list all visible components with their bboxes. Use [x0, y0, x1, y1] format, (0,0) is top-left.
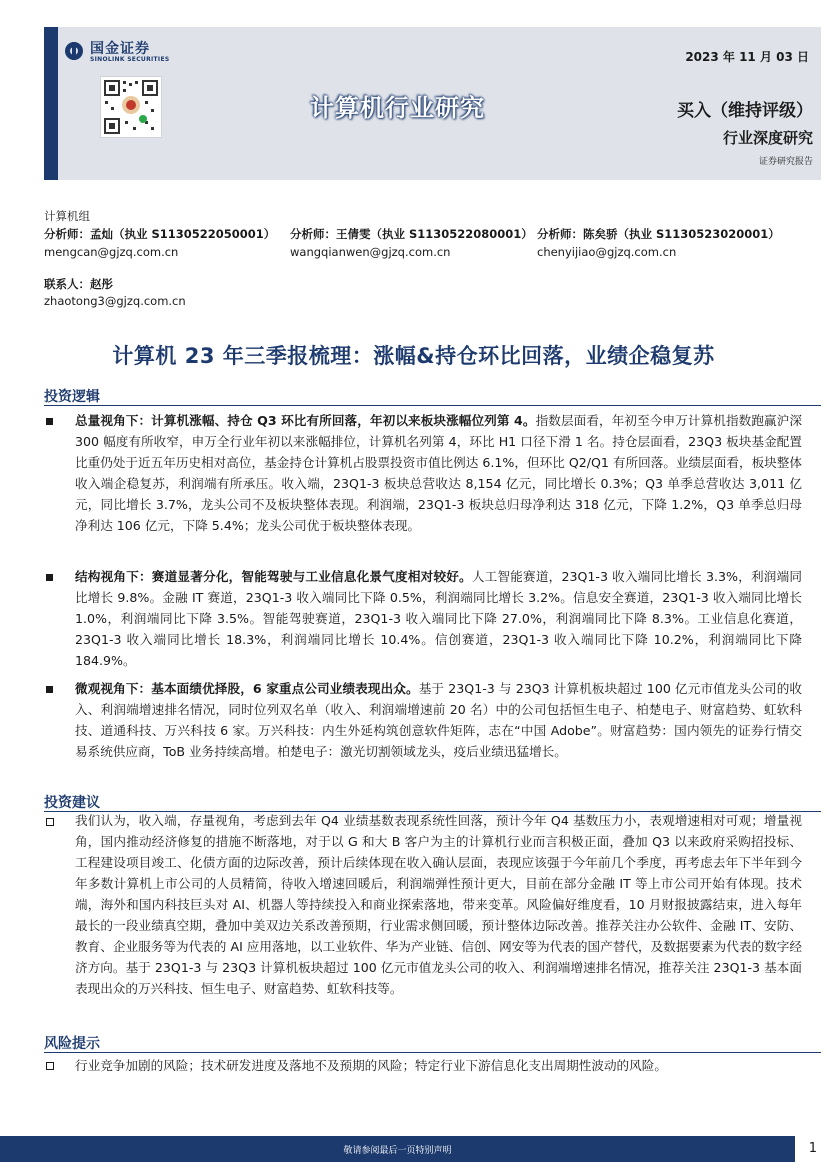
- report-category-title: 计算机行业研究: [310, 94, 485, 122]
- analyst-2-email[interactable]: wangqianwen@gjzq.com.cn: [290, 245, 451, 259]
- section-divider: [44, 1052, 821, 1053]
- logic-paragraph-micro: [75, 678, 802, 762]
- header-accent-bar: [44, 27, 58, 180]
- bullet-icon: [46, 574, 53, 581]
- section-heading-risk: 风险提示: [44, 1036, 100, 1052]
- analyst-1: 分析师：孟灿（执业 S1130522050001）: [44, 227, 276, 241]
- report-date: 2023 年 11 月 03 日: [685, 50, 809, 64]
- logic-paragraph-structure: [75, 566, 802, 671]
- footer-disclaimer-note: 敬请参阅最后一页特别声明: [343, 1146, 452, 1156]
- logic-paragraph-total-body: 指数层面看，年初至今申万计算机指数跑赢沪深 300 幅度有所收窄，申万全行业年初以来涨幅排位，计算机名列第 4，环比 H1 口径下滑 1 名。持仓层面看，23Q3 板块基金配置比重仍处于近五年历史相对高位，基金持仓计算机占股票投资市值比例达 6.1%，但环比 Q2/Q1 有所回落。业绩层面看，板块整体收入端企稳复苏，利润端有所承压。收入端，23Q1-3 板块总营收达 8,154 亿元，同比增长 0.3%；Q3 单季总营收达 3,011 亿元，同比增长 3.7%，龙头公司不及板块整体表现。利润端，23Q1-3 板块总归母净利达 318 亿元，下降 1.2%，Q3 单季总归母净利达 106 亿元，下降 5.4%；龙头公司优于板块整体表现。: [75, 413, 803, 533]
- bullet-icon: [46, 686, 53, 693]
- analyst-2: 分析师：王倩雯（执业 S1130522080001）: [290, 227, 533, 241]
- logic-paragraph-total: [75, 410, 802, 536]
- qr-code-icon: [100, 76, 162, 138]
- advice-paragraph: 我们认为，收入端，存量视角，考虑到去年 Q4 业绩基数表现系统性回落，预计今年 Q4 基数压力小，表观增速相对可观；增量视角，国内推动经济修复的措施不断落地，对于以 G 和大 B 客户为主的计算机行业而言积极正面，叠加 Q3 以来政府采购招投标、工程建设项目竣工、化债方面的边际改善，预计后续体现在收入确认层面，表现应该强于今年前几个季度，再考虑去年下半年到今年多数计算机上市公司的人员精简，待收入增速回暖后，利润端弹性预计更大，目前在部分金融 IT 等上市公司开始有体现。技术端，海外和国内科技巨头对 AI、机器人等持续投入和商业探索落地，带来变革。风险偏好维度看，10 月财报披露结束，进入每年最长的一段业绩真空期，叠加中美双边关系改善预期，行业需求侧回暖，预计整体边际改善。推荐关注办公软件、金融 IT、安防、教育、企业服务等为代表的 AI 应用落地，以工业软件、华为产业链、信创、网安等为代表的国产替代，及数据要素为代表的数字经济方向。基于 23Q1-3 与 23Q3 计算机板块超过 100 亿元市值龙头公司的收入、利润端增速排名情况，推荐关注 23Q1-3 基本面表现出众的万兴科技、恒生电子、财富趋势、虹软科技等。: [75, 813, 802, 996]
- bullet-icon: [46, 1062, 54, 1070]
- report-type: 行业深度研究: [722, 129, 813, 147]
- section-divider: [44, 405, 821, 406]
- document-title: 计算机 23 年三季报梳理：涨幅&持仓环比回落，业绩企稳复苏: [112, 344, 715, 368]
- analyst-3: 分析师：陈矣骄（执业 S1130523020001）: [537, 227, 780, 241]
- section-heading-advice: 投资建议: [44, 795, 100, 811]
- logo-name-en: SINOLINK SECURITIES: [90, 56, 170, 63]
- logic-paragraph-structure-body: 人工智能赛道，23Q1-3 收入端同比增长 3.3%，利润端同比增长 9.8%。金融 IT 赛道，23Q1-3 收入端同比下降 0.5%，利润端同比增长 3.2%。信息安全赛道，23Q1-3 收入端同比增长 1.0%，利润端同比下降 3.5%。智能驾驶赛道，23Q1-3 收入端同比下降 27.0%，利润端同比下降 8.3%。工业信息化赛道，23Q1-3 收入端同比增长 18.3%，利润端同比增长 10.4%。信创赛道，23Q1-3 收入端同比下降 10.2%，利润端同比下降 184.9%。: [75, 569, 802, 668]
- analyst-group: 计算机组: [44, 209, 90, 223]
- bullet-icon: [46, 818, 54, 826]
- bullet-icon: [46, 418, 53, 425]
- sinolink-logo-icon: [63, 41, 85, 61]
- logo-name-cn: 国金证券: [90, 41, 150, 57]
- report-subtype: 证券研究报告: [758, 157, 813, 167]
- analyst-1-email[interactable]: mengcan@gjzq.com.cn: [44, 245, 179, 259]
- rating-label: 买入（维持评级）: [677, 101, 813, 121]
- logic-paragraph-structure-lead: 结构视角下：赛道显著分化，智能驾驶与工业信息化景气度相对较好。: [75, 569, 472, 584]
- logic-paragraph-micro-body: 基于 23Q1-3 与 23Q3 计算机板块超过 100 亿元市值龙头公司的收入、利润端增速排名情况，同时位列双名单（收入、利润端增速前 20 名）中的公司包括恒生电子、柏楚电子、财富趋势、虹软科技、道通科技、万兴科技 6 家。万兴科技：内生外延构筑创意软件矩阵，志在“中国 Adobe”。财富趋势：国内领先的证券行情交易系统供应商，ToB 业务持续高增。柏楚电子：激光切割领域龙头，疫后业绩迅猛增长。: [75, 681, 803, 759]
- logic-paragraph-total-lead: 总量视角下：计算机涨幅、持仓 Q3 环比有所回落，年初以来板块涨幅位列第 4。: [75, 413, 536, 428]
- contact-email[interactable]: zhaotong3@gjzq.com.cn: [44, 294, 186, 308]
- risk-paragraph: 行业竞争加剧的风险；技术研发进度及落地不及预期的风险；特定行业下游信息化支出周期性波动的风险。: [75, 1058, 667, 1073]
- contact-person: 联系人：赵彤: [44, 277, 113, 291]
- page-number: 1: [808, 1141, 817, 1156]
- logic-paragraph-micro-lead: 微观视角下：基本面绩优择股，6 家重点公司业绩表现出众。: [75, 681, 419, 696]
- analyst-3-email[interactable]: chenyijiao@gjzq.com.cn: [537, 245, 677, 259]
- section-heading-logic: 投资逻辑: [44, 389, 100, 405]
